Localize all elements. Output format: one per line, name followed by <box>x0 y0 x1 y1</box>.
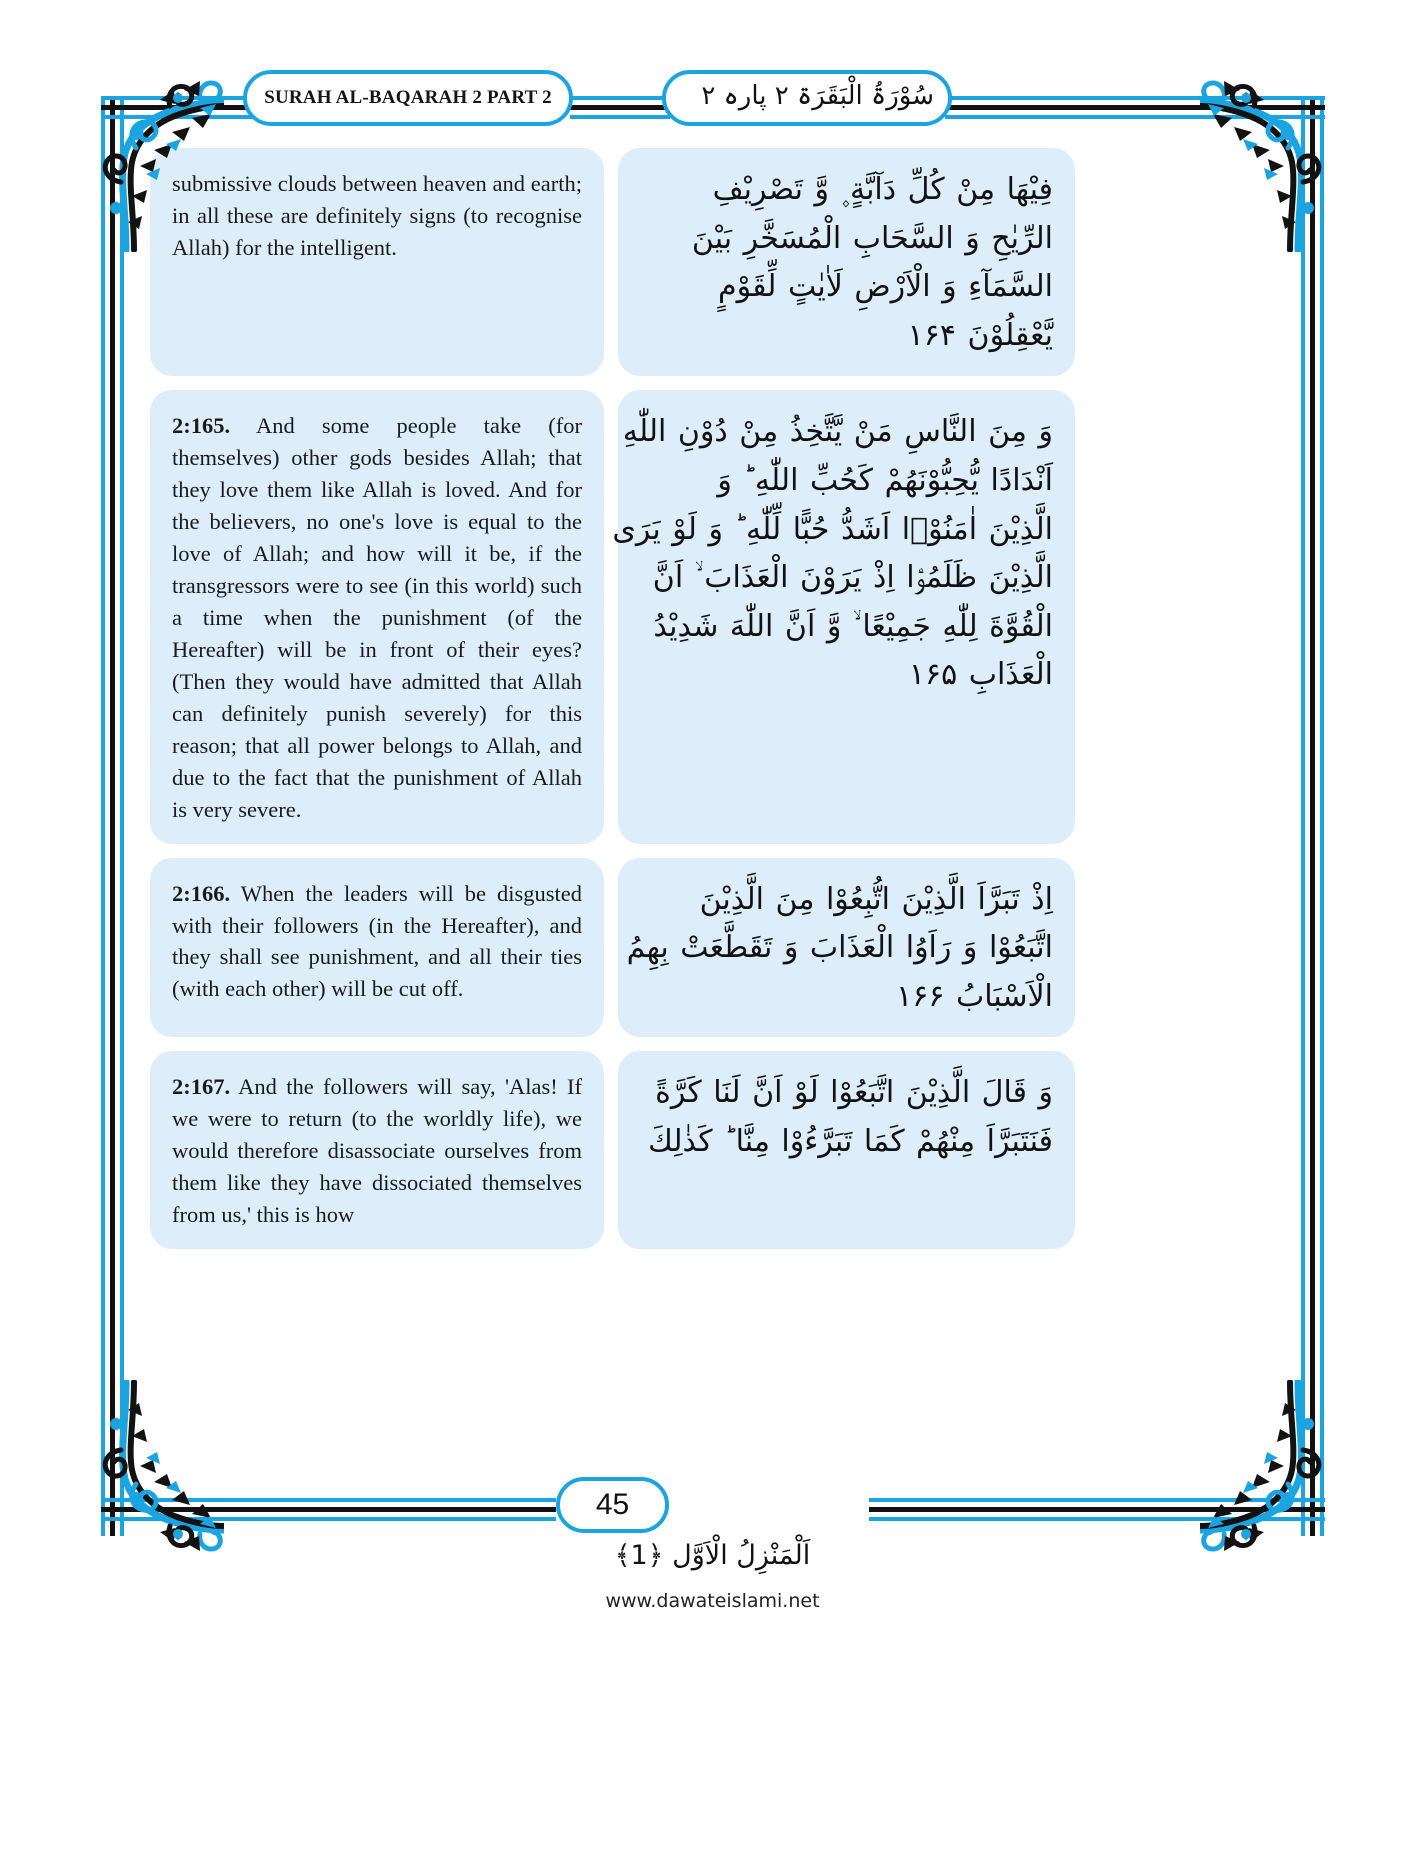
arabic-line: یَّعْقِلُوْنَ ۱۶۴ <box>907 317 1053 353</box>
translation-cell <box>150 390 604 843</box>
arabic-line: الْاَسْبَابُ ۱۶۶ <box>896 978 1053 1014</box>
surah-title-english: SURAH AL-BAQARAH 2 PART 2 <box>264 87 552 108</box>
border-right-inner-rule <box>1301 96 1305 1536</box>
page-number: 45 <box>595 1488 630 1521</box>
arabic-cell <box>612 390 1075 843</box>
surah-title-english-pill <box>243 70 573 126</box>
translation-text: And some people take (for themselves) other gods besides Allah; that they love them like Allah is loved. And for the believers, no one's love is equal to the love of Allah; and how will it be, if the transgressors were to see (in this world) such a time when the punishment (of the Hereafter) will be in front of their eyes? (Then they would have admitted that Allah can definitely punish severely) for this reason; that all power belongs to Allah, and due to the fact that the punishment of Allah is very severe. <box>172 413 583 822</box>
arabic-line: الَّذِیْنَ اٰمَنُوْۤا اَشَدُّ حُبًّا لِّلّٰهِ ؕ وَ لَوْ یَرَى <box>612 511 1053 547</box>
border-left-inner-rule <box>120 96 124 1536</box>
translation-text: And the followers will say, 'Alas! If we were to return (to the worldly life), we would therefore disassociate ourselves from them like they have dissociated themselves from us,' this is how <box>172 1074 582 1228</box>
arabic-line: السَّمَآءِ وَ الْاَرْضِ لَاٰیٰتٍ لِّقَوْمٍ <box>718 269 1053 305</box>
verse-number: 2:166. <box>172 880 231 906</box>
manzil-label: اَلْمَنْزِلُ الْاَوَّل ﴿1﴾ <box>614 1540 811 1571</box>
floral-corner-ornament-bottom-left <box>74 1380 224 1570</box>
verse-row <box>150 1051 1275 1249</box>
floral-corner-ornament-top-left <box>74 62 224 252</box>
arabic-cell <box>618 858 1075 1038</box>
surah-title-urdu: سُوْرَۃُ الْبَقَرَۃ ۲ پارہ ۲ <box>701 81 934 111</box>
arabic-line: الْعَذَابِ ۱۶۵ <box>908 657 1053 693</box>
translation-text: When the leaders will be disgusted with their followers (in the Hereafter), and they shall see punishment, and all their ties (with each other) will be cut off. <box>172 880 583 1002</box>
verse-row <box>150 858 1275 1038</box>
verse-row <box>150 148 1275 376</box>
arabic-line: الرِّیٰحِ وَ السَّحَابِ الْمُسَخَّرِ بَیْنَ <box>691 220 1053 256</box>
arabic-cell <box>618 148 1075 376</box>
floral-corner-ornament-bottom-right <box>1200 1380 1350 1570</box>
floral-corner-ornament-top-right <box>1200 62 1350 252</box>
arabic-line: اتَّبَعُوْا وَ رَاَوُا الْعَذَابَ وَ تَقَطَّعَتْ بِهِمُ <box>626 930 1053 966</box>
border-top-middle-black-rule <box>570 105 670 110</box>
arabic-line: الْقُوَّةَ لِلّٰهِ جَمِیْعًا ۙ وَّ اَنَّ اللّٰهَ شَدِیْدُ <box>653 608 1053 644</box>
arabic-line: اَنْدَادًا یُّحِبُّوْنَهُمْ كَحُبِّ اللّٰهِ ؕ وَ <box>717 462 1053 498</box>
border-right-outer-rule <box>1320 96 1324 1536</box>
border-top-middle-inner-rule <box>570 115 670 119</box>
surah-title-urdu-pill <box>662 70 952 126</box>
arabic-line: وَ قَالَ الَّذِیْنَ اتَّبَعُوْا لَوْ اَنَّ لَنَا كَرَّةً <box>655 1075 1053 1111</box>
website-url: www.dawateislami.net <box>605 1590 820 1612</box>
border-left-black-rule <box>110 96 115 1536</box>
arabic-line: وَ مِنَ النَّاسِ مَنْ یَّتَّخِذُ مِنْ دُوْنِ اللّٰهِ <box>622 414 1053 450</box>
arabic-line: اِذْ تَبَرَّاَ الَّذِیْنَ اتُّبِعُوْا مِنَ الَّذِیْنَ <box>699 881 1053 917</box>
verse-number: 2:165. <box>172 413 231 439</box>
border-right-black-rule <box>1310 96 1315 1536</box>
arabic-cell <box>618 1051 1075 1249</box>
arabic-line: الَّذِیْنَ ظَلَمُوْۤا اِذْ یَرَوْنَ الْعَذَابَ ۙ اَنَّ <box>652 560 1053 596</box>
arabic-line: فِیْهَا مِنْ كُلِّ دَآبَّةٍ ۪ وَّ تَصْرِیْفِ <box>712 172 1053 207</box>
verse-row <box>150 390 1275 843</box>
translation-cell <box>150 858 604 1038</box>
translation-cell <box>150 1051 604 1249</box>
verse-list <box>150 148 1275 1263</box>
border-top-middle-outer-rule <box>570 96 670 100</box>
translation-text: submissive clouds between heaven and earth; in all these are definitely signs (to recognise Allah) for the intelligent. <box>172 171 582 260</box>
page-number-pill <box>556 1477 669 1533</box>
arabic-line: فَنَتَبَرَّاَ مِنْهُمْ كَمَا تَبَرَّءُوْا مِنَّا ؕ كَذٰلِكَ <box>648 1123 1053 1159</box>
border-left-outer-rule <box>101 96 105 1536</box>
verse-number: 2:167. <box>172 1074 231 1100</box>
